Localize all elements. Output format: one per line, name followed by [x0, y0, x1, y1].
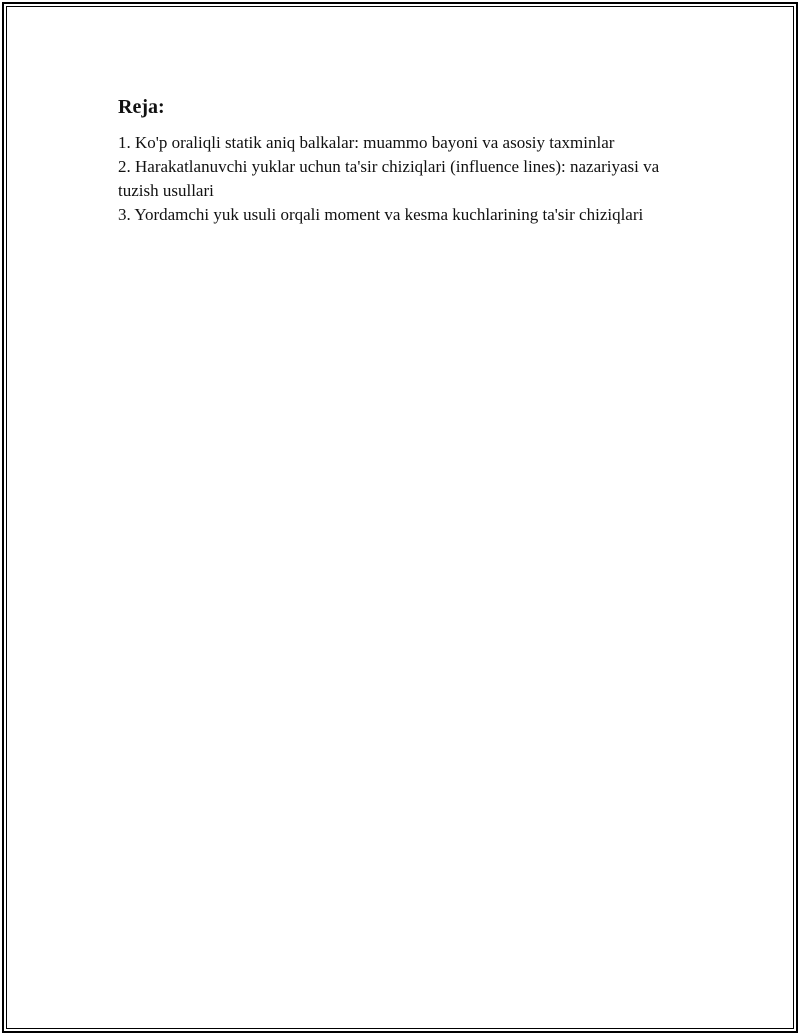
plan-item-2: 2. Harakatlanuvchi yuklar uchun ta'sir chiziqlari (influence lines): nazariyasi va tuzish usullari [118, 157, 660, 200]
plan-heading: Reja: [118, 96, 165, 118]
plan-section [118, 93, 693, 227]
plan-list [118, 131, 693, 227]
plan-item-1: 1. Ko'p oraliqli statik aniq balkalar: muammo bayoni va asosiy taxminlar [118, 133, 615, 152]
plan-item-3: 3. Yordamchi yuk usuli orqali moment va kesma kuchlarining ta'sir chiziqlari [118, 205, 644, 224]
